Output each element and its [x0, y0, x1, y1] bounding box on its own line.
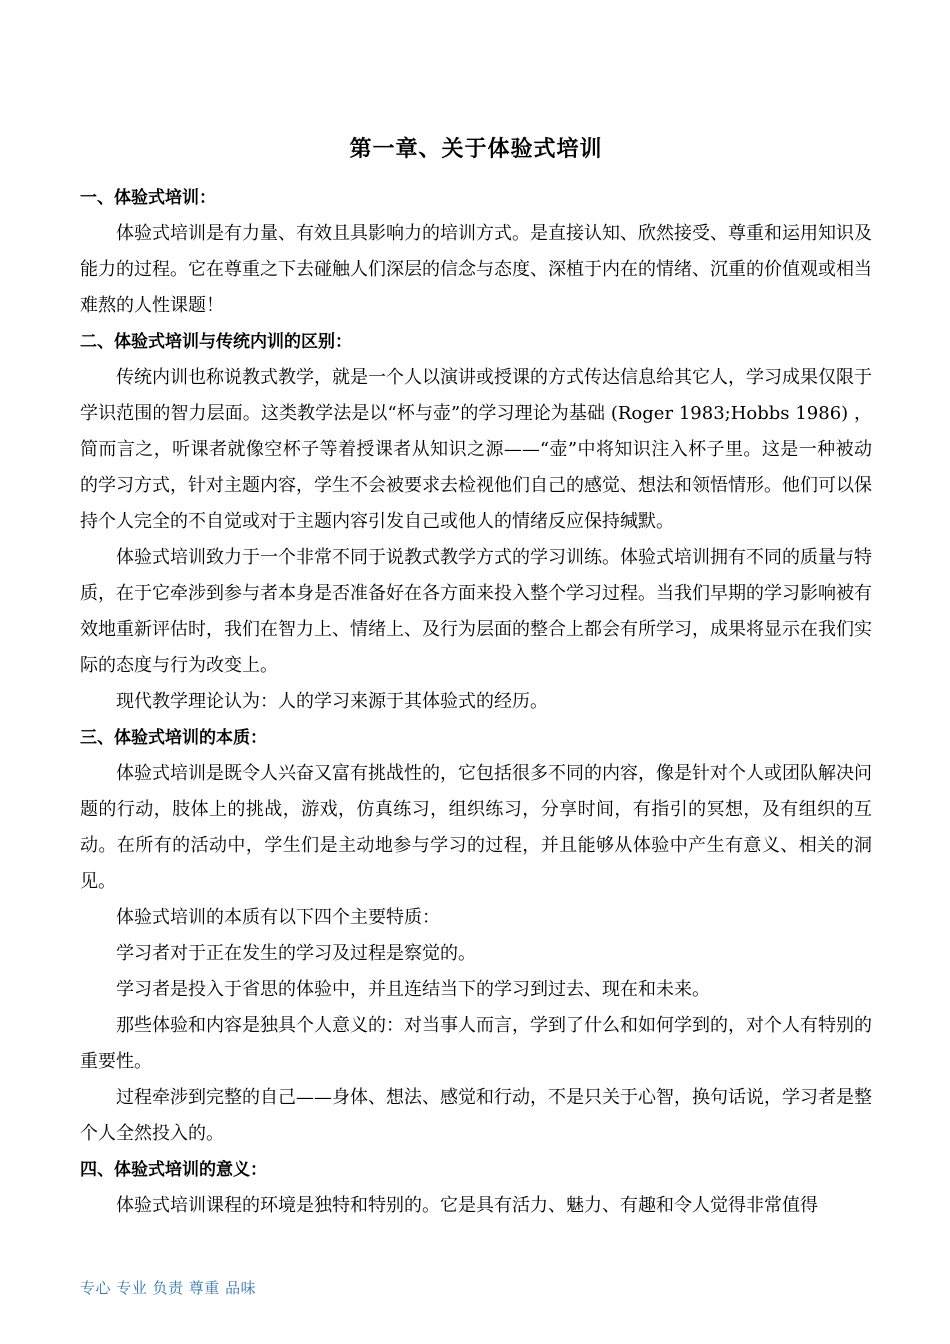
paragraph: 传统内训也称说教式教学，就是一个人以演讲或授课的方式传达信息给其它人，学习成果仅限于学识范围的智力层面。这类教学法是以“杯与壶”的学习理论为基础 (Roger 1983;Hobbs 1986) ，简而言之，听课者就像空杯子等着授课者从知识之源——“壶”中将知识注入杯子里。这是一种被动的学习方式，针对主题内容，学生不会被要求去检视他们自己的感觉、想法和领悟情形。他们可以保持个人完全的不自觉或对于主题内容引发自己或他人的情绪反应保持缄默。 — [80, 367, 872, 532]
paragraph: 体验式培训是有力量、有效且具影响力的培训方式。是直接认知、欣然接受、尊重和运用知识及能力的过程。它在尊重之下去碰触人们深层的信念与态度、深植于内在的情绪、沉重的价值观或相当难熬的人性课题！ — [80, 223, 872, 316]
document-page — [80, 0, 872, 1344]
chapter-title: 第一章、关于体验式培训 — [349, 137, 603, 162]
paragraph: 体验式培训的本质有以下四个主要特质： — [116, 907, 440, 928]
paragraph: 体验式培训课程的环境是独特和特别的。它是具有活力、魅力、有趣和令人觉得非常值得 — [116, 1195, 818, 1216]
section-heading: 二、体验式培训与传统内训的区别： — [80, 332, 352, 352]
section-heading: 一、体验式培训： — [80, 188, 216, 208]
paragraph: 现代教学理论认为：人的学习来源于其体验式的经历。 — [116, 691, 548, 712]
section-4 — [80, 1152, 872, 1224]
paragraph: 那些体验和内容是独具个人意义的：对当事人而言，学到了什么和如何学到的，对个人有特别的重要性。 — [80, 1015, 872, 1072]
paragraph: 过程牵涉到完整的自己——身体、想法、感觉和行动，不是只关于心智，换句话说，学习者是整个人全然投入的。 — [80, 1087, 872, 1144]
section-heading: 三、体验式培训的本质： — [80, 728, 267, 748]
section-3 — [80, 720, 872, 1152]
paragraph: 学习者是投入于省思的体验中，并且连结当下的学习到过去、现在和未来。 — [116, 979, 710, 1000]
paragraph: 体验式培训是既令人兴奋又富有挑战性的，它包括很多不同的内容，像是针对个人或团队解决问题的行动，肢体上的挑战，游戏，仿真练习，组织练习，分享时间，有指引的冥想，及有组织的互动。在所有的活动中，学生们是主动地参与学习的过程，并且能够从体验中产生有意义、相关的洞见。 — [80, 763, 872, 892]
section-heading: 四、体验式培训的意义： — [80, 1160, 267, 1180]
section-2 — [80, 324, 872, 720]
section-1 — [80, 180, 872, 324]
document-body — [80, 180, 872, 1224]
paragraph: 学习者对于正在发生的学习及过程是察觉的。 — [116, 943, 476, 964]
page-footer: 专心 专业 负责 尊重 品味 — [80, 1279, 257, 1297]
paragraph: 体验式培训致力于一个非常不同于说教式教学方式的学习训练。体验式培训拥有不同的质量与特质，在于它牵涉到参与者本身是否准备好在各方面来投入整个学习过程。当我们早期的学习影响被有效地重新评估时，我们在智力上、情绪上、及行为层面的整合上都会有所学习，成果将显示在我们实际的态度与行为改变上。 — [80, 547, 872, 676]
